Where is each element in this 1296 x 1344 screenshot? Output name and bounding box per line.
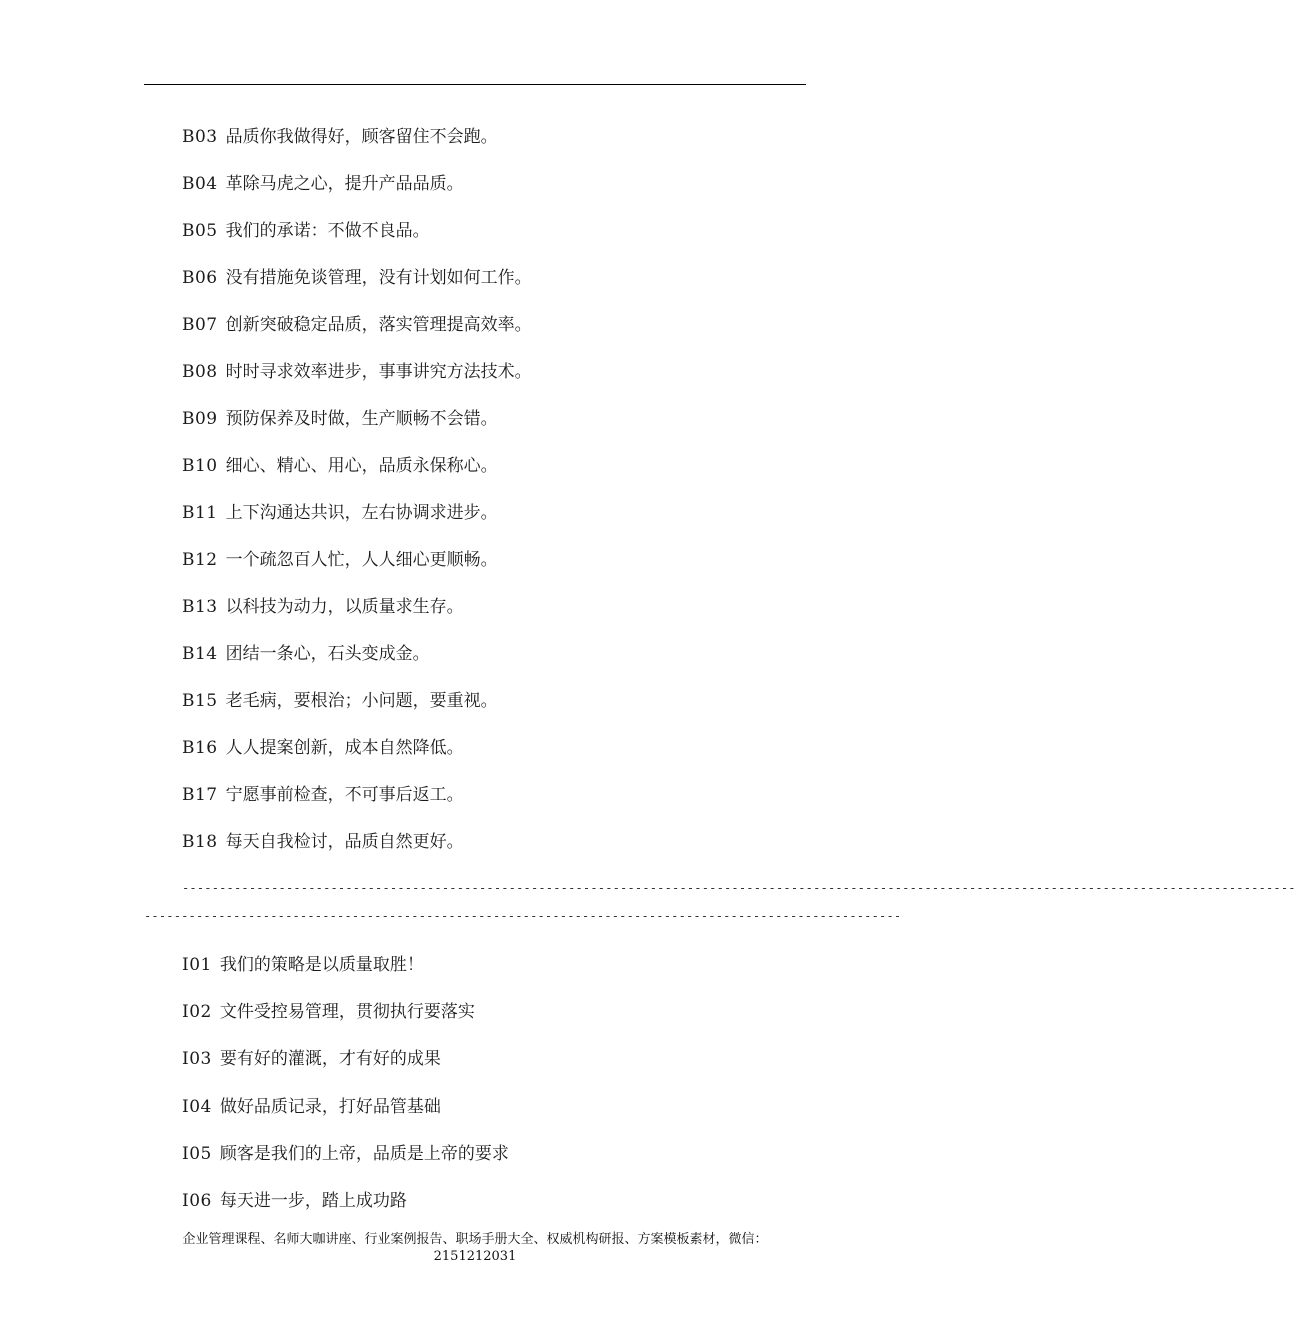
slogan-text: 我们的承诺：不做不良品。 bbox=[225, 221, 430, 241]
list-item bbox=[182, 733, 532, 780]
slogan-code: B05 bbox=[182, 221, 218, 241]
slogan-code: B18 bbox=[182, 832, 218, 852]
slogan-text: 我们的策略是以质量取胜！ bbox=[219, 955, 424, 975]
list-item bbox=[182, 122, 532, 169]
slogan-code: B16 bbox=[182, 738, 218, 758]
slogan-text: 预防保养及时做，生产顺畅不会错。 bbox=[225, 409, 498, 429]
slogan-list-i bbox=[182, 950, 509, 1233]
slogan-text: 团结一条心，石头变成金。 bbox=[225, 644, 430, 664]
list-item bbox=[182, 1092, 509, 1139]
list-item bbox=[182, 451, 532, 498]
slogan-text: 以科技为动力，以质量求生存。 bbox=[225, 597, 464, 617]
slogan-code: I04 bbox=[182, 1096, 212, 1117]
list-item bbox=[182, 592, 532, 639]
slogan-code: B11 bbox=[182, 503, 218, 523]
slogan-text: 每天进一步，踏上成功路 bbox=[219, 1190, 407, 1211]
slogan-text: 每天自我检讨，品质自然更好。 bbox=[225, 832, 464, 852]
slogan-code: B07 bbox=[182, 315, 218, 335]
slogan-code: B15 bbox=[182, 691, 218, 711]
slogan-code: B09 bbox=[182, 409, 218, 429]
footer-line-1: 企业管理课程、名师大咖讲座、行业案例报告、职场手册大全、权威机构研报、方案模板素材，微信： bbox=[182, 1232, 768, 1247]
slogan-code: I02 bbox=[182, 1002, 212, 1023]
list-item bbox=[182, 263, 532, 310]
list-item bbox=[182, 1186, 509, 1233]
section-separator-top: ------------------------------------------------------------------------------------------------------------------------------------------------------ bbox=[182, 881, 1296, 895]
slogan-code: B06 bbox=[182, 268, 218, 288]
list-item bbox=[182, 310, 532, 357]
slogan-code: B04 bbox=[182, 174, 218, 194]
slogan-text: 文件受控易管理，贯彻执行要落实 bbox=[219, 1002, 475, 1023]
slogan-text: 时时寻求效率进步，事事讲究方法技术。 bbox=[225, 362, 532, 382]
slogan-text: 人人提案创新，成本自然降低。 bbox=[225, 738, 464, 758]
list-item bbox=[182, 686, 532, 733]
list-item bbox=[182, 827, 532, 874]
slogan-code: B03 bbox=[182, 127, 218, 147]
slogan-list-b bbox=[182, 122, 532, 874]
list-item bbox=[182, 1044, 509, 1091]
slogan-code: B14 bbox=[182, 644, 218, 664]
list-item bbox=[182, 545, 532, 592]
list-item bbox=[182, 780, 532, 827]
slogan-text: 没有措施免谈管理，没有计划如何工作。 bbox=[225, 268, 532, 288]
slogan-text: 创新突破稳定品质，落实管理提高效率。 bbox=[225, 315, 532, 335]
slogan-text: 一个疏忽百人忙，人人细心更顺畅。 bbox=[225, 550, 498, 570]
slogan-code: B17 bbox=[182, 785, 218, 805]
list-item bbox=[182, 216, 532, 263]
section-separator-bottom: ------------------------------------------------------------------------------------------------------ bbox=[144, 909, 902, 923]
slogan-text: 宁愿事前检查，不可事后返工。 bbox=[225, 785, 464, 805]
slogan-code: I03 bbox=[182, 1049, 212, 1070]
slogan-code: I01 bbox=[182, 955, 212, 975]
slogan-code: B13 bbox=[182, 597, 218, 617]
list-item bbox=[182, 404, 532, 451]
slogan-code: I05 bbox=[182, 1143, 212, 1164]
slogan-text: 顾客是我们的上帝，品质是上帝的要求 bbox=[219, 1143, 509, 1164]
slogan-text: 革除马虎之心，提升产品品质。 bbox=[225, 174, 464, 194]
page-footer bbox=[0, 1231, 950, 1265]
list-item bbox=[182, 997, 509, 1044]
slogan-code: B10 bbox=[182, 456, 218, 476]
slogan-text: 细心、精心、用心，品质永保称心。 bbox=[225, 456, 498, 476]
list-item bbox=[182, 169, 532, 216]
list-item bbox=[182, 498, 532, 545]
slogan-text: 品质你我做得好，顾客留住不会跑。 bbox=[225, 127, 498, 147]
list-item bbox=[182, 639, 532, 686]
slogan-code: I06 bbox=[182, 1190, 212, 1211]
slogan-code: B12 bbox=[182, 550, 218, 570]
header-rule bbox=[144, 84, 806, 85]
list-item bbox=[182, 950, 509, 997]
list-item bbox=[182, 1139, 509, 1186]
list-item bbox=[182, 357, 532, 404]
slogan-text: 要有好的灌溉，才有好的成果 bbox=[219, 1049, 441, 1070]
slogan-code: B08 bbox=[182, 362, 218, 382]
slogan-text: 上下沟通达共识，左右协调求进步。 bbox=[225, 503, 498, 523]
footer-line-2: 2151212031 bbox=[433, 1249, 517, 1264]
slogan-text: 老毛病，要根治；小问题，要重视。 bbox=[225, 691, 498, 711]
slogan-text: 做好品质记录，打好品管基础 bbox=[219, 1096, 441, 1117]
